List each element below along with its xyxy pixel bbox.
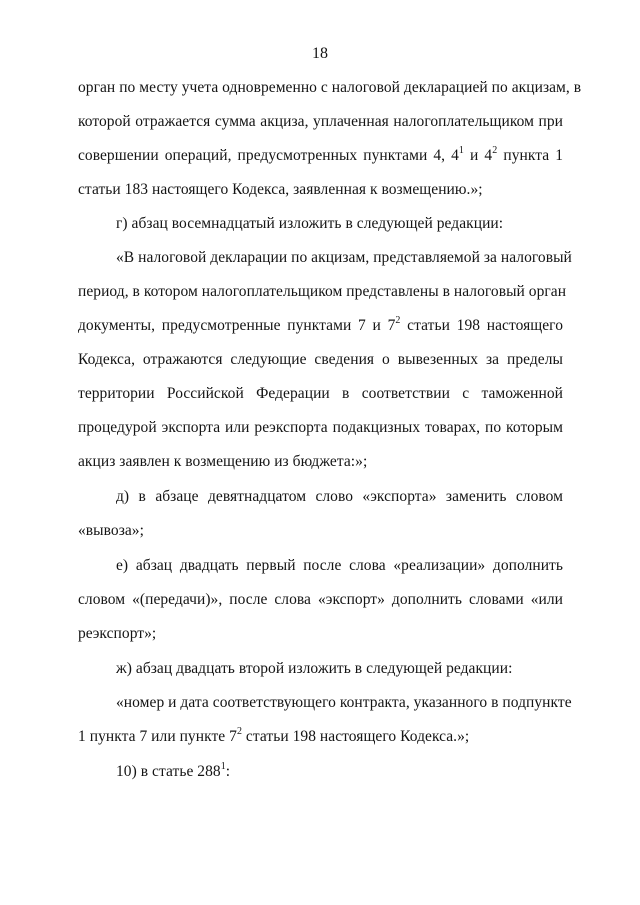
text-line: «номер и дата соответствующего контракта, указанного в подпункте	[116, 694, 572, 711]
text-line: ж) абзац двадцать второй изложить в следующей редакции:	[116, 660, 513, 677]
text-line: орган по месту учета одновременно с налоговой декларацией по акцизам, в	[78, 79, 582, 96]
text-line-with-superscripts: 1 пункта 7 или пункте $7^2$ статьи 198 настоящего Кодекса.»;	[78, 725, 470, 745]
text-line: «вывоза»;	[78, 522, 144, 539]
text-line: период, в котором налогоплательщиком представлены в налоговый орган	[78, 283, 567, 300]
text-line: Кодекса, отражаются следующие сведения о вывезенных за пределы	[78, 351, 563, 368]
text-line: е) абзац двадцать первый после слова «реализации» дополнить	[116, 557, 563, 574]
text-line: словом «(передачи)», после слова «экспорт» дополнить словами «или	[78, 591, 563, 608]
text-line: реэкспорт»;	[78, 625, 157, 642]
text-line: акциз заявлен к возмещению из бюджета:»;	[78, 453, 368, 470]
text-line: которой отражается сумма акциза, уплаченная налогоплательщиком при	[78, 113, 563, 130]
text-line: д) в абзаце девятнадцатом слово «экспорта» заменить словом	[116, 488, 563, 505]
text-line: «В налоговой декларации по акцизам, представляемой за налоговый	[116, 249, 572, 266]
text-line-with-superscripts: 10) в статье $288^1$:	[116, 760, 231, 780]
page-number: 18	[312, 45, 328, 62]
text-line-with-superscripts: документы, предусмотренные пунктами 7 и $7^2$ статьи 198 настоящего	[78, 314, 563, 334]
text-line: территории Российской Федерации в соответствии с таможенной	[78, 385, 563, 402]
text-line: статьи 183 настоящего Кодекса, заявленная к возмещению.»;	[78, 181, 483, 198]
text-line-with-superscripts: совершении операций, предусмотренных пунктами 4, $4^1$ и $4^2$ пункта 1	[78, 144, 563, 164]
text-line: процедурой экспорта или реэкспорта подакцизных товарах, по которым	[78, 419, 563, 436]
text-line: г) абзац восемнадцатый изложить в следующей редакции:	[116, 215, 504, 232]
